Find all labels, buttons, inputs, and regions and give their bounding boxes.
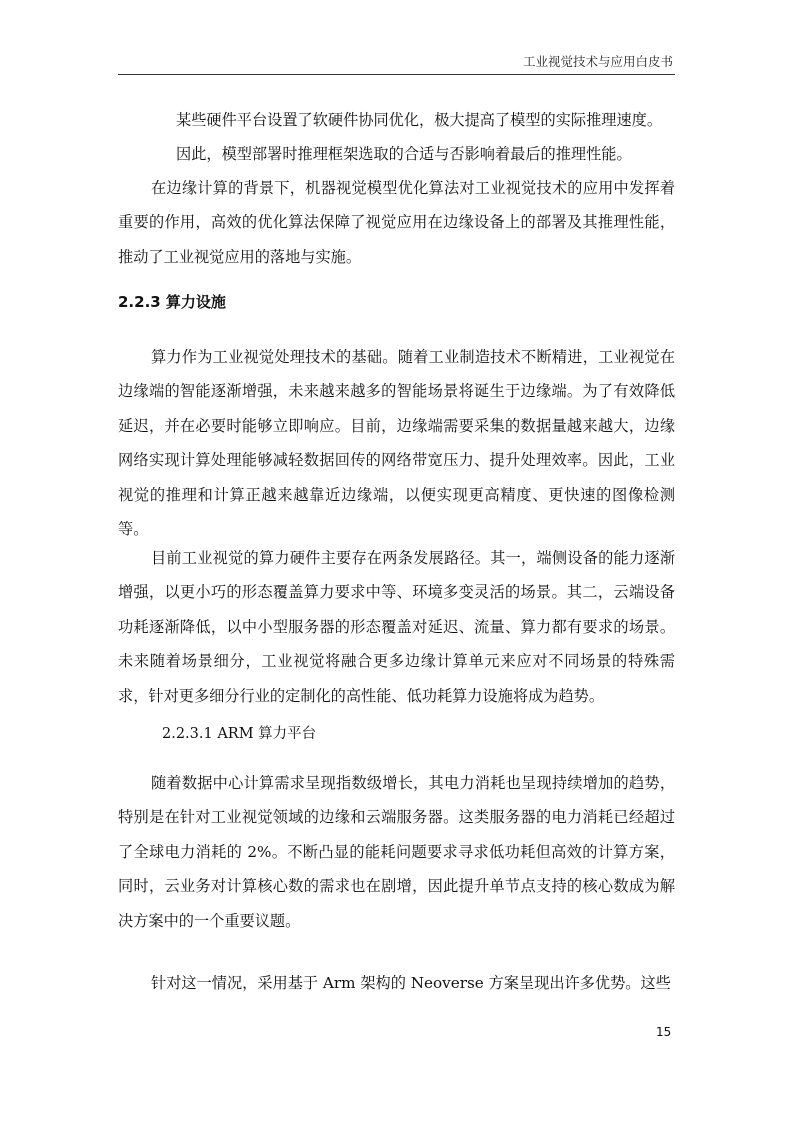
paragraph-5: 目前工业视觉的算力硬件主要存在两条发展路径。其一，端侧设备的能力逐渐增强，以更小巧的形态覆盖算力要求中等、环境多变灵活的场景。其二，云端设备功耗逐渐降低，以中小型服务器的形态覆盖对延迟、流量、算力都有要求的场景。未来随着场景细分，工业视觉将融合更多边缘计算单元来应对不同场景的特殊需求，针对更多细分行业的定制化的高性能、低功耗算力设施将成为趋势。: [118, 549, 675, 705]
section-heading-2-2-3-1: 2.2.3.1 ARM 算力平台: [162, 726, 317, 742]
page-number: 15: [656, 1025, 672, 1039]
paragraph-4: 算力作为工业视觉处理技术的基础。随着工业制造技术不断精进，工业视觉在边缘端的智能逐渐增强，未来越来越多的智能场景将诞生于边缘端。为了有效降低延迟，并在必要时能够立即响应。目前，边缘端需要采集的数据量越来越大，边缘网络实现计算处理能够减轻数据回传的网络带宽压力、提升处理效率。因此，工业视觉的推理和计算正越来越靠近边缘端，以便实现更高精度、更快速的图像检测等。: [118, 348, 675, 539]
paragraph-2: 因此，模型部署时推理框架选取的合适与否影响着最后的推理性能。: [176, 145, 632, 163]
header-divider: [118, 74, 675, 75]
section-heading-2-2-3: 2.2.3 算力设施: [118, 293, 226, 311]
paragraph-6: 随着数据中心计算需求呈现指数级增长，其电力消耗也呈现持续增加的趋势，特别是在针对工业视觉领域的边缘和云端服务器。这类服务器的电力消耗已经超过了全球电力消耗的 2%。不断凸显的能耗问题要求寻求低功耗但高效的计算方案，同时，云业务对计算核心数的需求也在剧增，因此提升单节点支持的核心数成为解决方案中的一个重要议题。: [118, 774, 675, 930]
paragraph-1: 某些硬件平台设置了软硬件协同优化，极大提高了模型的实际推理速度。: [176, 111, 662, 129]
paragraph-3: 在边缘计算的背景下，机器视觉模型优化算法对工业视觉技术的应用中发挥着重要的作用，高效的优化算法保障了视觉应用在边缘设备上的部署及其推理性能，推动了工业视觉应用的落地与实施。: [118, 179, 675, 266]
paragraph-7: 针对这一情况，采用基于 Arm 架构的 Neoverse 方案呈现出许多优势。这些: [151, 974, 671, 992]
running-header: 工业视觉技术与应用白皮书: [522, 54, 673, 69]
